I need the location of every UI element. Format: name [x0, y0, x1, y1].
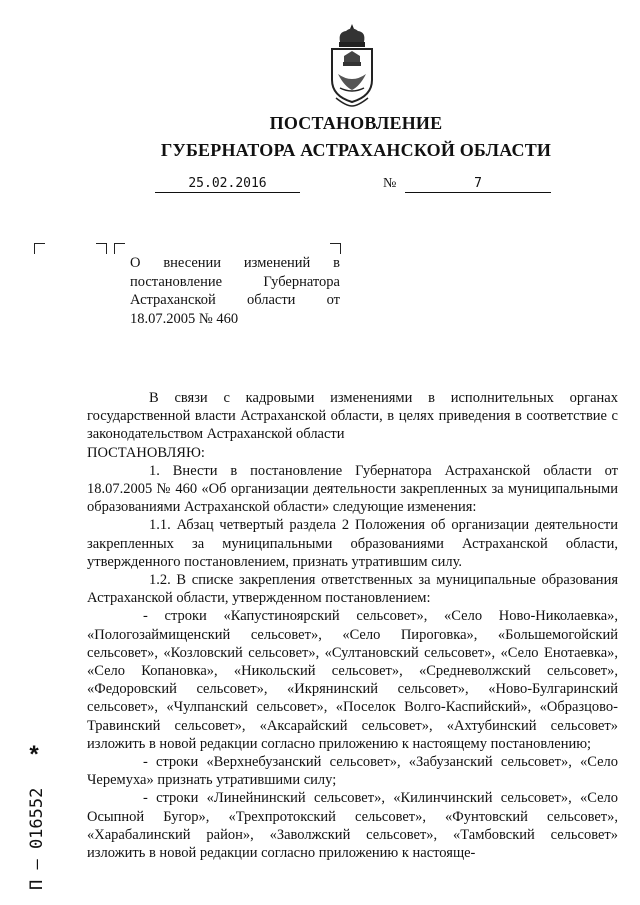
document-number: 7	[405, 176, 551, 193]
corner-mark	[34, 243, 45, 254]
item-1-2-paragraph: 1.2. В списке закрепления ответственных за муниципальные образования Астраханской области, утвержденном постановлением:	[87, 572, 618, 607]
serial-mark: *	[29, 742, 39, 768]
dash-item-paragraph: - строки «Верхнебузанский сельсовет», «Забузанский сельсовет», «Село Черемуха» признать утратившими силу;	[87, 754, 618, 789]
serial-number-text: П – 016552	[27, 787, 47, 890]
document-type-title: ПОСТАНОВЛЕНИЕ	[269, 113, 443, 133]
document-subject: О внесении изменений в постановление Губернатора Астраханской области от 18.07.2005 № 460	[130, 255, 340, 327]
item-1-1-paragraph: 1.1. Абзац четвертый раздела 2 Положения об организации деятельности закрепленных за муниципальными образованиями Астраханской области, утвержденного постановлением, признать утратившим силу.	[87, 517, 618, 570]
number-sign: №	[383, 176, 397, 191]
corner-mark	[330, 243, 341, 254]
corner-mark	[96, 243, 107, 254]
document-body	[87, 389, 618, 862]
preamble-paragraph: В связи с кадровыми изменениями в исполнительных органах государственной власти Астраханской области, в целях приведения в соответствие с законодательством Астраханской области	[87, 390, 618, 443]
dash-item-paragraph: - строки «Капустиноярский сельсовет», «Село Ново-Николаевка», «Пологозаймищенский сельсовет», «Село Пироговка», «Большемогойский сельсовет», «Козловский сельсовет», «Султановский сельсовет», «Село Енотаевка», «Село Копановка», «Никольский сельсовет», «Средневолжский сельсовет», «Федоровский сельсовет», «Икрянинский сельсовет», «Ново-Булгаринский сельсовет», «Чулпанский сельсовет», «Поселок Волго-Каспийский», «Образцово-Травинский сельсовет», «Аксарайский сельсовет», «Ахтубинский сельсовет» изложить в новой редакции согласно приложению к настоящему постановлению;	[87, 608, 618, 752]
issuer-title: ГУБЕРНАТОРА АСТРАХАНСКОЙ ОБЛАСТИ	[160, 140, 552, 160]
document-date: 25.02.2016	[155, 176, 300, 193]
coat-of-arms-emblem	[326, 22, 378, 112]
item-1-paragraph: 1. Внести в постановление Губернатора Астраханской области от 18.07.2005 № 460 «Об организации деятельности закрепленных за муниципальными образованиями Астраханской области» следующие изменения:	[87, 462, 618, 516]
corner-mark	[114, 243, 125, 254]
decree-word: ПОСТАНОВЛЯЮ:	[87, 444, 205, 461]
dash-item-paragraph: - строки «Линейнинский сельсовет», «Килинчинский сельсовет», «Село Осыпной Бугор», «Трехпротокский сельсовет», «Фунтовский сельсовет», «Харабалинский район», «Заволжский сельсовет», «Тамбовский сельсовет» изложить в новой редакции согласно приложению к настояще-	[87, 790, 618, 862]
margin-serial-number	[14, 742, 54, 892]
